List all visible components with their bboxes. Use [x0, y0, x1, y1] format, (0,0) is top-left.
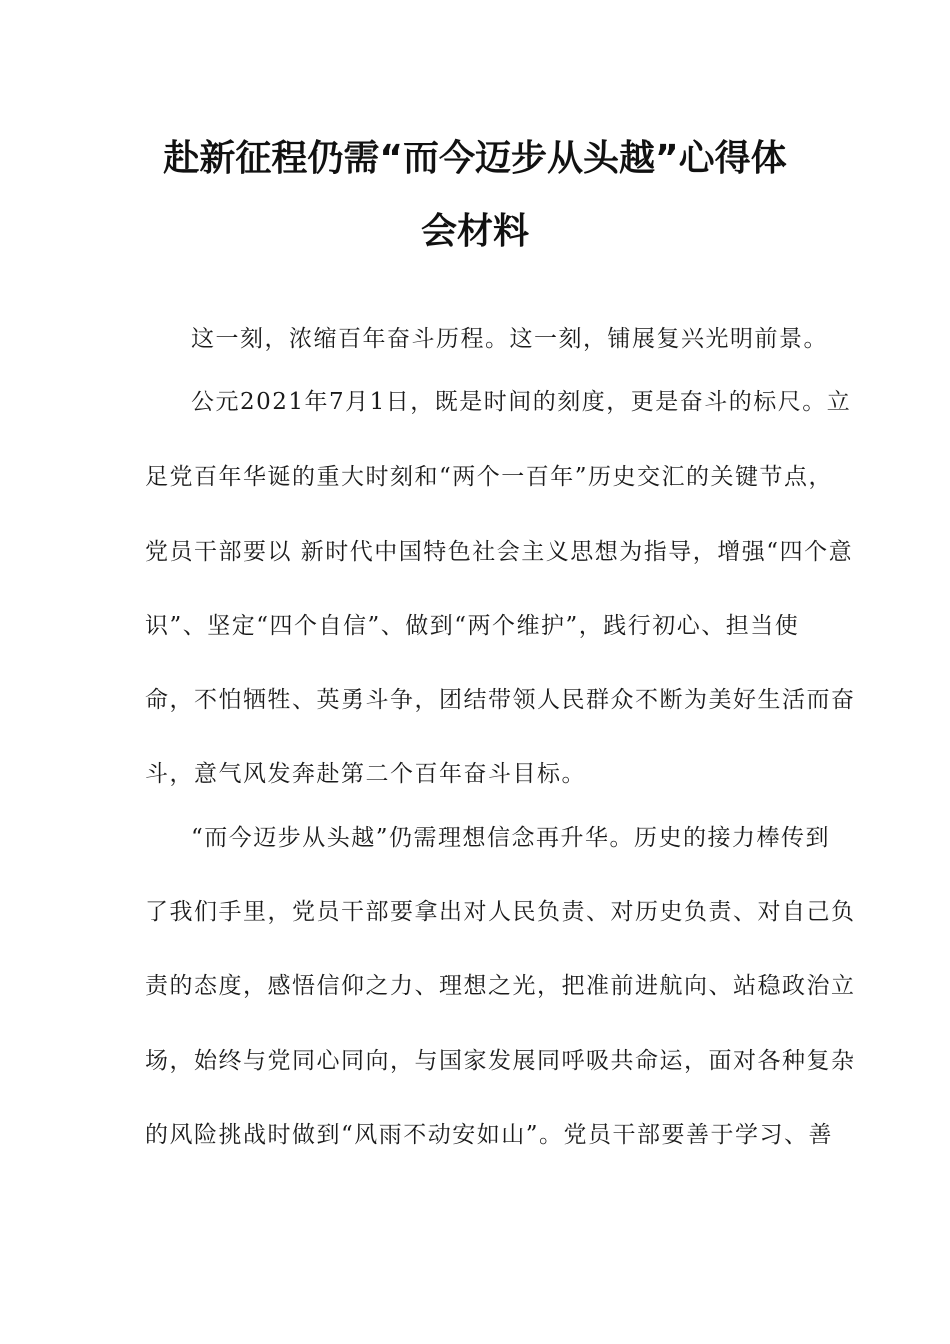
- body-line-8: “而今迈步从头越”仍需理想信念再升华。历史的接力棒传到: [191, 825, 831, 851]
- body-line-10: 责的态度，感悟信仰之力、理想之光，把准前进航向、站稳政治立: [145, 973, 856, 999]
- body-line-5: 识”、坚定“四个自信”、做到“两个维护”，践行初心、担当使: [145, 613, 800, 639]
- body-line-6: 命，不怕牺牲、英勇斗争，团结带领人民群众不断为美好生活而奋: [145, 687, 856, 713]
- title-line-2: 会材料: [420, 211, 529, 252]
- body-line-1: 这一刻，浓缩百年奋斗历程。这一刻，铺展复兴光明前景。: [191, 326, 828, 352]
- body-line-4: 党员干部要以 新时代中国特色社会主义思想为指导，增强“四个意: [145, 539, 854, 565]
- body-line-12: 的风险挑战时做到“风雨不动安如山”。党员干部要善于学习、善: [145, 1122, 834, 1148]
- body-line-11: 场，始终与党同心同向，与国家发展同呼吸共命运，面对各种复杂: [145, 1048, 856, 1074]
- title-line-1: 赴新征程仍需“而今迈步从头越”心得体: [163, 138, 787, 179]
- body-line-3: 足党百年华诞的重大时刻和“两个一百年”历史交汇的关键节点，: [145, 464, 834, 490]
- body-line-2: 公元2021年7月1日，既是时间的刻度，更是奋斗的标尺。立: [191, 389, 852, 415]
- body-line-7: 斗，意气风发奔赴第二个百年奋斗目标。: [145, 761, 586, 787]
- body-line-9: 了我们手里，党员干部要拿出对人民负责、对历史负责、对自己负: [145, 899, 856, 925]
